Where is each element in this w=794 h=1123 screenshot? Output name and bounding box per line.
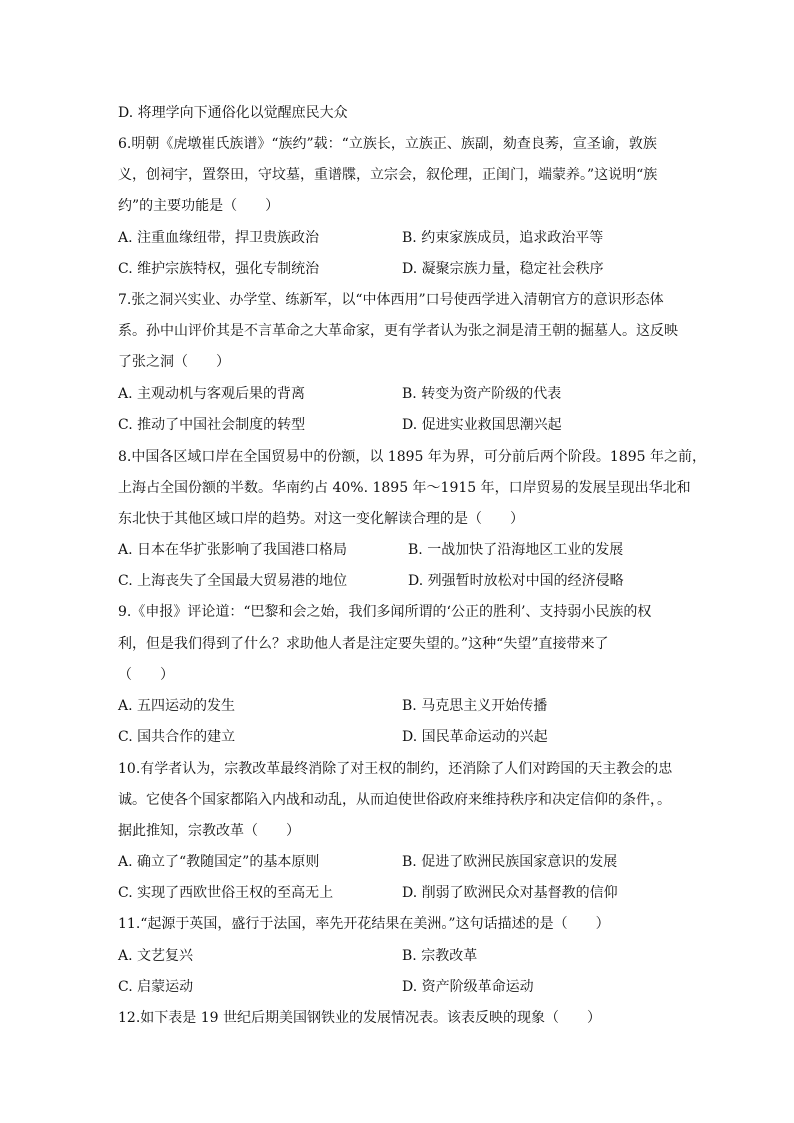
q8-option-a: A. 日本在华扩张影响了我国港口格局: [118, 542, 348, 558]
q10-option-b: B. 促进了欧洲民族国家意识的发展: [402, 854, 618, 870]
q7-option-c: C. 推动了中国社会制度的转型: [118, 417, 306, 433]
q8-stem-line-2: 上海占全国份额的半数。华南约占 40%. 1895 年～1915 年，口岸贸易的发展呈现出华北和: [118, 480, 691, 496]
q5-option-d: D. 将理学向下通俗化以觉醒庶民大众: [118, 105, 348, 121]
q11-option-d: D. 资产阶级革命运动: [402, 979, 534, 995]
q11-option-c: C. 启蒙运动: [118, 979, 194, 995]
q12-stem-line-1: 12.如下表是 19 世纪后期美国钢铁业的发展情况表。该表反映的现象（ ）: [118, 1010, 601, 1026]
q10-stem-line-3: 据此推知，宗教改革（ ）: [118, 823, 300, 839]
q8-option-d: D. 列强暂时放松对中国的经济侵略: [408, 573, 624, 589]
q9-option-a: A. 五四运动的发生: [118, 698, 236, 714]
q8-option-b: B. 一战加快了沿海地区工业的发展: [408, 542, 624, 558]
q11-option-a: A. 文艺复兴: [118, 948, 194, 964]
q6-stem-line-1: 6.明朝《虎墩崔氏族谱》“族约”载：“立族长，立族正、族副，劾查良莠，宣圣谕，敦族: [118, 136, 657, 152]
q7-stem-line-2: 系。孙中山评价其是不言革命之大革命家，更有学者认为张之洞是清王朝的掘墓人。这反映: [118, 323, 678, 339]
q9-option-b: B. 马克思主义开始传播: [402, 698, 548, 714]
q8-option-c: C. 上海丧失了全国最大贸易港的地位: [118, 573, 348, 589]
q7-stem-line-1: 7.张之洞兴实业、办学堂、练新军，以“中体西用”口号使西学进入清朝官方的意识形态体: [118, 292, 664, 308]
q10-stem-line-2: 诚。它使各个国家都陷入内战和动乱，从而迫使世俗政府来维持秩序和决定信仰的条件，。: [118, 792, 671, 808]
q11-option-b: B. 宗教改革: [402, 948, 478, 964]
q6-option-b: B. 约束家族成员，追求政治平等: [402, 230, 604, 246]
q7-option-b: B. 转变为资产阶级的代表: [402, 386, 562, 402]
q9-stem-line-1: 9.《申报》评论道：“巴黎和会之始，我们多闻所谓的‘公正的胜利’、支持弱小民族的权: [118, 604, 652, 620]
q6-stem-line-2: 义，创祠宇，置祭田，守坟墓，重谱牒，立宗会，叙伦理，正闺门，端蒙养。”这说明“族: [118, 167, 658, 183]
q7-option-a: A. 主观动机与客观后果的背离: [118, 386, 306, 402]
q9-stem-line-3: （ ）: [118, 667, 174, 683]
q6-option-c: C. 维护宗族特权，强化专制统治: [118, 261, 320, 277]
q10-option-c: C. 实现了西欧世俗王权的至高无上: [118, 885, 334, 901]
q9-option-c: C. 国共合作的建立: [118, 729, 236, 745]
q10-stem-line-1: 10.有学者认为，宗教改革最终消除了对王权的制约，还消除了人们对跨国的天主教会的忠: [118, 761, 673, 777]
q7-option-d: D. 促进实业救国思潮兴起: [402, 417, 562, 433]
q10-option-a: A. 确立了“教随国定”的基本原则: [118, 854, 320, 870]
q6-option-d: D. 凝聚宗族力量，稳定社会秩序: [402, 261, 604, 277]
q9-option-d: D. 国民革命运动的兴起: [402, 729, 548, 745]
q7-stem-line-3: 了张之洞（ ）: [118, 354, 230, 370]
q8-stem-line-3: 东北快于其他区域口岸的趋势。对这一变化解读合理的是（ ）: [118, 511, 524, 527]
q10-option-d: D. 削弱了欧洲民众对基督教的信仰: [402, 885, 618, 901]
q6-option-a: A. 注重血缘纽带，捍卫贵族政治: [118, 230, 320, 246]
q6-stem-line-3: 约”的主要功能是（ ）: [118, 198, 280, 214]
q9-stem-line-2: 利，但是我们得到了什么？求助他人者是注定要失望的。”这种“失望”直接带来了: [118, 636, 609, 652]
q11-stem-line-1: 11.“起源于英国，盛行于法国，率先开花结果在美洲。”这句话描述的是（ ）: [118, 916, 610, 932]
q8-stem-line-1: 8.中国各区域口岸在全国贸易中的份额，以 1895 年为界，可分前后两个阶段。1895 年之前，: [118, 449, 706, 465]
